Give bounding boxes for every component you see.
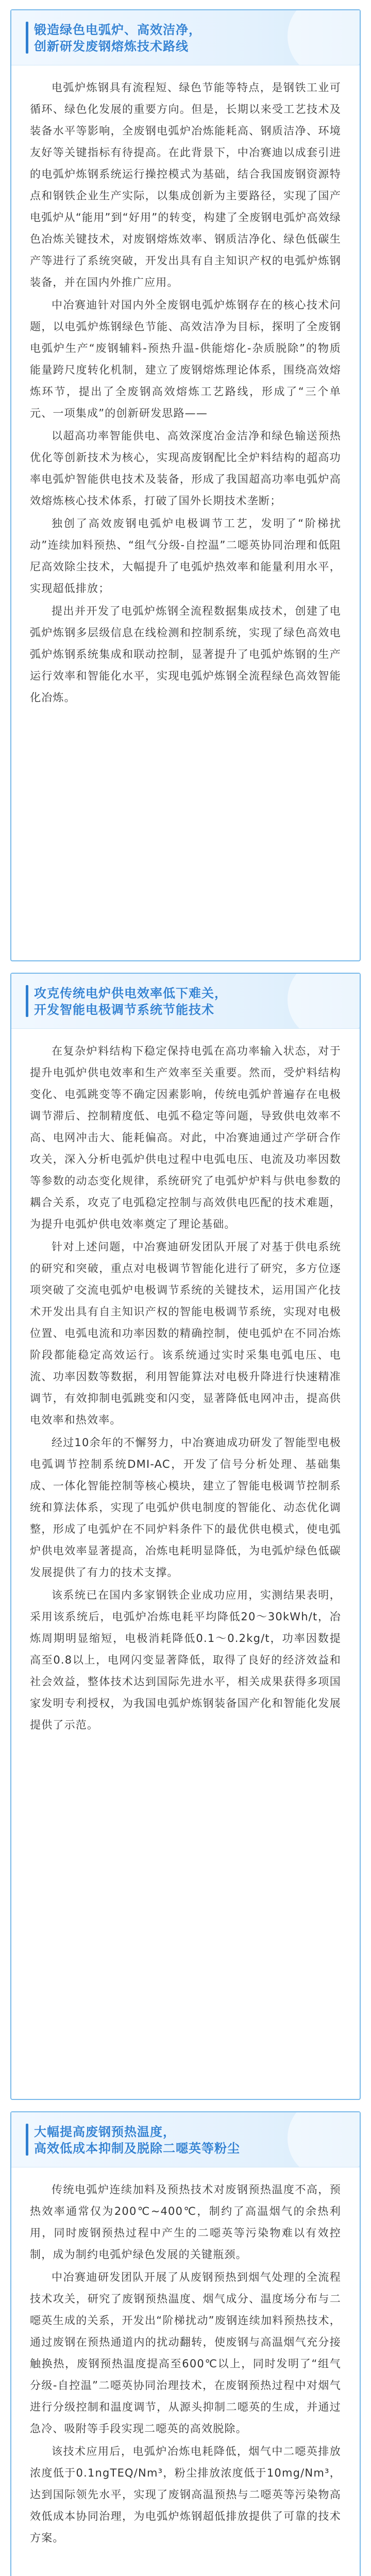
section-header — [11, 10, 360, 65]
paragraph: 独创了高效废钢电弧炉电极调节工艺，发明了“阶梯扰动”连续加料预热、“组气分级-自控温”二噁英协同治理和低阻尼高效除尘技术，大幅提升了电弧炉热效率和能量利用水平，实现超低排放； — [30, 517, 341, 595]
section-header — [11, 2112, 360, 2167]
paragraph: 在复杂炉料结构下稳定保持电弧在高功率输入状态，对于提升电弧炉供电效率和生产效率至关重要。然而，受炉料结构变化、电弧跳变等不确定因素影响，传统电弧炉普遍存在电极调节滞后、控制精度低、电弧不稳定等问题，导致供电效率不高、电网冲击大、能耗偏高。对此，中冶赛迪通过产学研合作攻关，深入分析电弧炉供电过程中电弧电压、电流及功率因数等参数的动态变化规律，系统研究了电弧炉炉料与供电参数的耦合关系，攻克了电弧稳定控制与高效供电匹配的技术难题，为提升电弧炉供电效率奠定了理论基础。 — [30, 1045, 341, 1230]
paragraph: 传统电弧炉连续加料及预热技术对废钢预热温度不高，预热效率通常仅为200℃~400℃，制约了高温烟气的余热利用，同时废钢预热过程中产生的二噁英等污染物难以有效控制，成为制约电弧炉绿色发展的关键瓶颈。 — [30, 2183, 341, 2261]
section-title-line: 大幅提高废钢预热温度， — [34, 2125, 176, 2139]
paragraph: 以超高功率智能供电、高效深度冶金洁净和绿色输送预热优化等创新技术为核心，实现高废钢配比全炉料结构的超高功率电弧炉智能供电技术及装备，形成了我国超高功率电弧炉高效熔炼核心技术体系，打破了国外长期技术垄断； — [30, 430, 341, 507]
section-electrode-regulation — [10, 973, 361, 2100]
header-accent-bar — [26, 2124, 28, 2156]
paragraph: 中冶赛迪研发团队开展了从废钢预热到烟气处理的全流程技术攻关，研究了废钢预热温度、烟气成分、温度场分布与二噁英生成的关系，开发出“阶梯扰动”废钢连续加料预热技术，通过废钢在预热通道内的扰动翻转，使废钢与高温烟气充分接触换热，废钢预热温度提高至600℃以上，同时发明了“组气分级-自控温”二噁英协同治理技术，在废钢预热过程中对烟气进行分级控制和温度调节，从源头抑制二噁英的生成，并通过急冷、吸附等手段实现二噁英的高效脱除。 — [30, 2271, 341, 2435]
section-title — [34, 2124, 344, 2157]
section-title-line: 高效低成本抑制及脱除二噁英等粉尘 — [34, 2141, 240, 2156]
section-scrap-preheating — [10, 2111, 361, 2576]
section-title-line: 创新研发废钢熔炼技术路线 — [34, 39, 189, 54]
paragraph: 电弧炉炼钢具有流程短、绿色节能等特点，是钢铁工业可循环、绿色化发展的重要方向。但是，长期以来受工艺技术及装备水平等影响，全废钢电弧炉冶炼能耗高、钢质洁净、环境友好等关键指标有待提高。在此背景下，中冶赛迪以成套引进的电弧炉炼钢系统运行操控模式为基础，结合我国废钢资源特点和钢铁企业生产实际，以集成创新为主要路径，实现了国产电弧炉从“能用”到“好用”的转变，构建了全废钢电弧炉高效绿色冶炼关键技术，对废钢熔炼效率、钢质洁净化、绿色低碳生产等进行了系统突破，开发出具有自主知识产权的电弧炉炼钢装备，并在国内外推广应用。 — [30, 81, 341, 289]
section-title — [34, 985, 344, 1018]
paragraph: 经过10余年的不懈努力，中冶赛迪成功研发了智能型电极电弧调节控制系统DMI-AC，开发了信号分析处理、基础集成、一体化智能控制等核心模块，建立了智能电极调节控制系统和算法体系，实现了电弧炉供电制度的智能化、动态优化调整，形成了电弧炉在不同炉料条件下的最优供电模式，使电弧炉供电效率显著提高，冶炼电耗明显降低，为电弧炉绿色低碳发展提供了有力的技术支撑。 — [30, 1436, 341, 1579]
paragraph: 中冶赛迪针对国内外全废钢电弧炉炼钢存在的核心技术问题，以电弧炉炼钢绿色节能、高效洁净为目标，探明了全废钢电弧炉生产“废钢辅料-预热升温-供能熔化-杂质脱除”的物质能量跨尺度转化机制，建立了废钢熔炼理论体系，围绕高效熔炼环节，提出了全废钢高效熔炼工艺路线，形成了“三个单元、一项集成”的创新研发思路—— — [30, 299, 341, 419]
paragraph: 该技术应用后，电弧炉冶炼电耗降低，烟气中二噁英排放浓度低于0.1ngTEQ/Nm³，粉尘排放浓度低于10mg/Nm³，达到国际领先水平，实现了废钢高温预热与二噁英等污染物高效低成本协同治理，为电弧炉炼钢超低排放提供了可靠的技术方案。 — [30, 2445, 341, 2544]
section-title-line: 开发智能电极调节系统节能技术 — [34, 1003, 214, 1017]
section-title-line: 锻造绿色电弧炉、高效洁净， — [34, 23, 201, 37]
header-accent-bar — [26, 985, 28, 1017]
section-title — [34, 22, 344, 55]
paragraph: 提出并开发了电弧炉炼钢全流程数据集成技术，创建了电弧炉炼钢多层级信息在线检测和控制系统，实现了绿色高效电弧炉炼钢系统集成和联动控制，显著提升了电弧炉炼钢的生产运行效率和智能化水平，实现电弧炉炼钢全流程绿色高效智能化冶炼。 — [30, 605, 341, 704]
section-title-line: 攻克传统电炉供电效率低下难关， — [34, 986, 227, 1001]
header-accent-bar — [26, 22, 28, 54]
paragraph: 该系统已在国内多家钢铁企业成功应用，实测结果表明，采用该系统后，电弧炉冶炼电耗平均降低20～30kWh/t，冶炼周期明显缩短，电极消耗降低0.1～0.2kg/t，功率因数提高至0.8以上，电网闪变显著降低，取得了良好的经济效益和社会效益，整体技术达到国际先进水平，相关成果获得多项国家发明专利授权，为我国电弧炉炼钢装备国产化和智能化发展提供了示范。 — [30, 1589, 341, 1731]
paragraph: 针对上述问题，中冶赛迪研发团队开展了对基于供电系统的研究和突破，重点对电极调节智能化进行了研究，多方位逐项突破了交流电弧炉电极调节系统的关键技术，运用国产化技术开发出具有自主知识产权的智能电极调节系统，实现对电极位置、电弧电流和功率因数的精确控制，使电弧炉在不同冶炼阶段都能稳定高效运行。该系统通过实时采集电弧电压、电流、功率因数等数据，利用智能算法对电极升降进行快速精准调节，有效抑制电弧跳变和闪变，显著降低电网冲击，提高供电效率和热效率。 — [30, 1241, 341, 1426]
section-green-eaf — [10, 9, 361, 961]
section-header — [11, 974, 360, 1029]
